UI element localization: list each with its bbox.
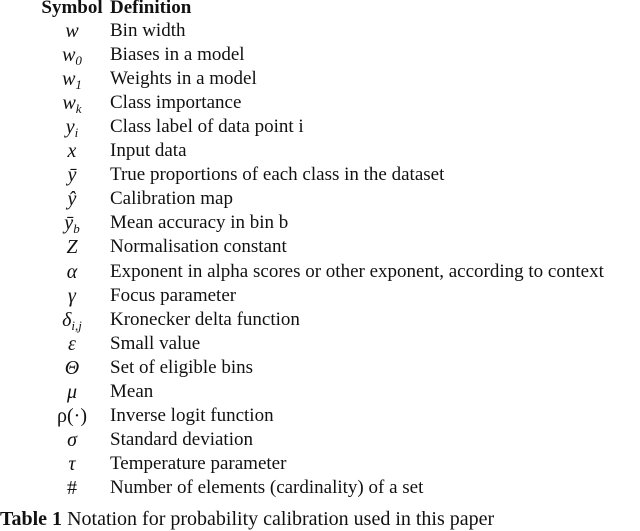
symbol-cell bbox=[20, 139, 124, 163]
symbol-text: w bbox=[62, 68, 76, 91]
definition-cell: Class label of data point i bbox=[110, 116, 304, 138]
symbol-cell bbox=[20, 260, 124, 284]
symbol-text: τ bbox=[68, 452, 76, 475]
table-row bbox=[0, 91, 640, 115]
table-row bbox=[0, 356, 640, 380]
definition-cell: Small value bbox=[110, 332, 201, 354]
symbol-subscript: i bbox=[74, 125, 79, 141]
symbol-subscript: 0 bbox=[75, 53, 82, 69]
symbol-text: x bbox=[67, 140, 77, 163]
symbol-cell bbox=[20, 67, 124, 91]
symbol-cell bbox=[20, 211, 124, 235]
symbol-text: w bbox=[62, 44, 76, 67]
symbol-subscript: b bbox=[73, 221, 80, 237]
table-row bbox=[0, 476, 640, 500]
definition-cell: Normalisation constant bbox=[110, 236, 287, 258]
definition-cell: Inverse logit function bbox=[110, 404, 274, 426]
symbol-cell bbox=[20, 187, 124, 211]
symbol-cell bbox=[20, 91, 124, 115]
symbol-text: ε bbox=[68, 332, 76, 355]
definition-cell: Biases in a model bbox=[110, 44, 245, 66]
symbol-text: Θ bbox=[64, 356, 80, 379]
symbol-text: μ bbox=[66, 380, 78, 403]
table-row bbox=[0, 380, 640, 404]
symbol-subscript: k bbox=[75, 101, 82, 117]
definition-cell: Focus parameter bbox=[110, 284, 237, 306]
table-row bbox=[0, 428, 640, 452]
symbol-text: γ bbox=[68, 284, 76, 307]
definition-cell: Mean bbox=[110, 380, 154, 402]
header-definition: Definition bbox=[110, 0, 192, 18]
table-row bbox=[0, 308, 640, 332]
symbol-subscript: 1 bbox=[75, 77, 82, 93]
symbol-text: # bbox=[67, 476, 77, 499]
table-row bbox=[0, 260, 640, 284]
table-row bbox=[0, 43, 640, 67]
symbol-text: ŷ bbox=[67, 188, 77, 211]
symbol-text: ȳ bbox=[64, 212, 74, 235]
symbol-text: α bbox=[66, 260, 78, 283]
symbol-text: σ bbox=[67, 428, 77, 451]
symbol-text: w bbox=[65, 20, 79, 42]
symbol-cell bbox=[20, 284, 124, 308]
table-row bbox=[0, 332, 640, 356]
table-row bbox=[0, 235, 640, 259]
symbol-text: δ bbox=[62, 308, 72, 331]
symbol-text: ρ(·) bbox=[57, 404, 87, 427]
symbol-cell bbox=[20, 428, 124, 452]
table-row bbox=[0, 163, 640, 187]
definition-cell: Input data bbox=[110, 140, 187, 162]
symbol-subscript: i,j bbox=[71, 317, 82, 333]
definition-cell: Set of eligible bins bbox=[110, 356, 254, 378]
symbol-cell bbox=[20, 115, 124, 139]
symbol-text: w bbox=[62, 92, 76, 115]
header-symbol: Symbol bbox=[41, 0, 103, 18]
symbol-cell bbox=[20, 356, 124, 380]
caption-label: Table 1 bbox=[0, 508, 63, 530]
symbol-cell bbox=[20, 163, 124, 187]
definition-cell: Standard deviation bbox=[110, 428, 253, 450]
table-row bbox=[0, 187, 640, 211]
symbol-text: Z bbox=[66, 236, 78, 259]
symbol-cell bbox=[20, 404, 124, 428]
definition-cell: True proportions of each class in the dataset bbox=[110, 164, 445, 186]
symbol-text: y bbox=[65, 116, 75, 139]
definition-cell: Exponent in alpha scores or other exponent, according to context bbox=[110, 260, 604, 282]
symbol-text: ȳ bbox=[67, 164, 77, 187]
symbol-cell bbox=[20, 332, 124, 356]
table-row bbox=[0, 404, 640, 428]
definition-cell: Mean accuracy in bin b bbox=[110, 212, 289, 234]
table-row bbox=[0, 67, 640, 91]
definition-cell: Calibration map bbox=[110, 188, 233, 210]
table-row bbox=[0, 452, 640, 476]
table-row bbox=[0, 211, 640, 235]
definition-cell: Number of elements (cardinality) of a set bbox=[110, 476, 424, 498]
table-caption bbox=[0, 507, 494, 531]
table-header bbox=[0, 0, 640, 20]
symbol-cell bbox=[20, 476, 124, 500]
symbol-cell bbox=[20, 235, 124, 259]
definition-cell: Temperature parameter bbox=[110, 452, 287, 474]
definition-cell: Kronecker delta function bbox=[110, 308, 300, 330]
symbol-cell bbox=[20, 19, 124, 43]
symbol-cell bbox=[20, 308, 124, 332]
table-row bbox=[0, 115, 640, 139]
caption-text: Notation for probability calibration used in this paper bbox=[62, 508, 495, 530]
definition-cell: Class importance bbox=[110, 92, 242, 114]
symbol-cell bbox=[20, 43, 124, 67]
definition-cell: Bin width bbox=[110, 20, 186, 41]
definition-cell: Weights in a model bbox=[110, 68, 257, 90]
symbol-cell bbox=[20, 380, 124, 404]
table-row bbox=[0, 284, 640, 308]
table-row bbox=[0, 139, 640, 163]
table-row bbox=[0, 19, 640, 43]
symbol-cell bbox=[20, 452, 124, 476]
